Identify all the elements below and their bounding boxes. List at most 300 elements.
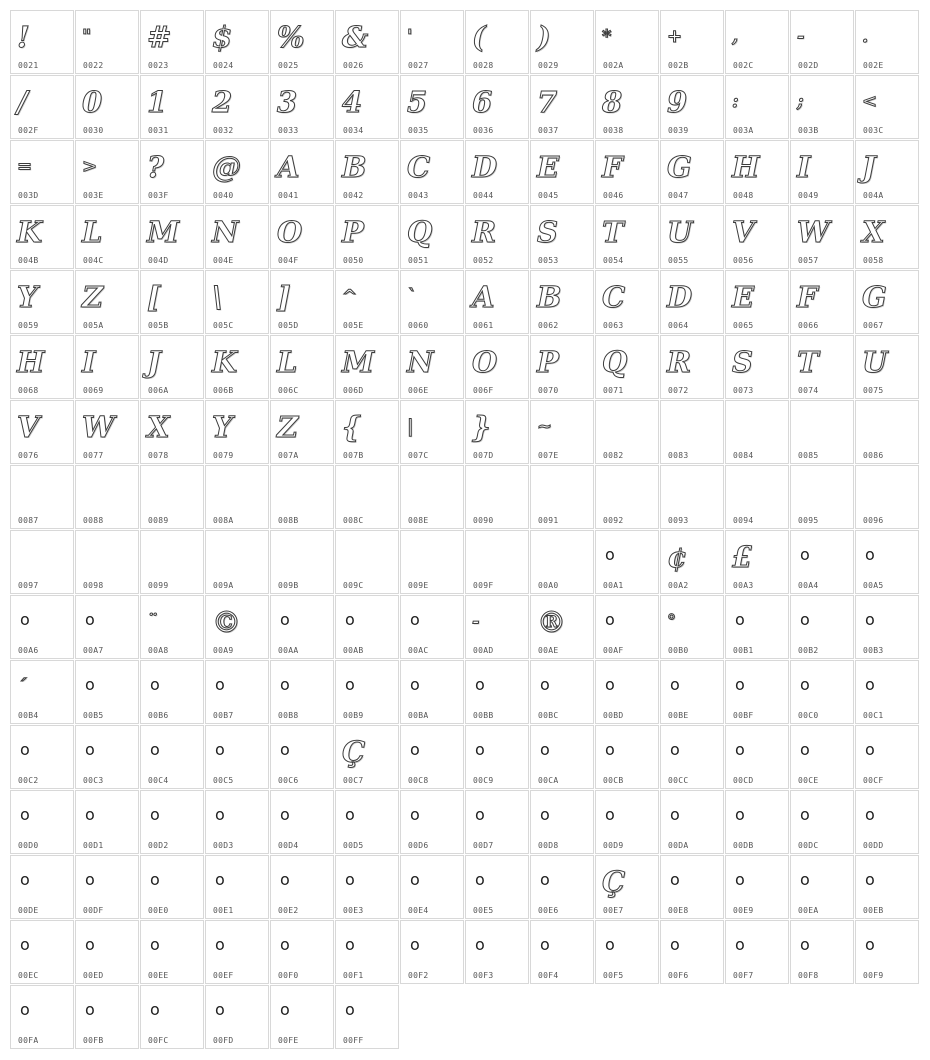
- glyph-preview: ?: [147, 150, 164, 184]
- glyph-cell[interactable]: [855, 465, 919, 529]
- glyph-cell[interactable]: [465, 10, 529, 74]
- glyph-preview: o: [85, 935, 95, 954]
- glyph-preview: O: [277, 215, 303, 249]
- glyph-cell[interactable]: [595, 335, 659, 399]
- glyph-cell[interactable]: [140, 400, 204, 464]
- glyph-cell[interactable]: [790, 595, 854, 659]
- glyph-cell[interactable]: [75, 10, 139, 74]
- glyph-cell[interactable]: [595, 660, 659, 724]
- glyph-preview: o: [605, 740, 615, 759]
- glyph-cell[interactable]: [660, 205, 724, 269]
- glyph-cell[interactable]: [400, 205, 464, 269]
- glyph-cell[interactable]: [205, 855, 269, 919]
- glyph-cell[interactable]: [75, 985, 139, 1049]
- glyph-preview: Z: [277, 410, 299, 444]
- glyph-preview: [537, 537, 577, 577]
- glyph-cell[interactable]: [335, 270, 399, 334]
- glyph-preview: Q: [407, 215, 433, 249]
- glyph-cell[interactable]: [205, 465, 269, 529]
- glyph-cell[interactable]: [205, 270, 269, 334]
- glyph-cell[interactable]: [270, 10, 334, 74]
- glyph-preview: T: [602, 215, 624, 249]
- glyph-cell[interactable]: [660, 855, 724, 919]
- glyph-cell[interactable]: [270, 270, 334, 334]
- glyph-cell[interactable]: [400, 140, 464, 204]
- glyph-codepoint-label: 00D0: [18, 841, 39, 850]
- glyph-cell[interactable]: [725, 595, 789, 659]
- glyph-cell[interactable]: [465, 530, 529, 594]
- glyph-cell[interactable]: [205, 400, 269, 464]
- glyph-cell[interactable]: [660, 10, 724, 74]
- glyph-cell[interactable]: [10, 270, 74, 334]
- glyph-cell[interactable]: [400, 595, 464, 659]
- glyph-cell[interactable]: [790, 855, 854, 919]
- glyph-cell[interactable]: [75, 725, 139, 789]
- glyph-codepoint-label: 0021: [18, 61, 39, 70]
- glyph-preview: o: [20, 805, 30, 824]
- glyph-cell[interactable]: [595, 140, 659, 204]
- glyph-codepoint-label: 0022: [83, 61, 104, 70]
- glyph-cell[interactable]: [270, 660, 334, 724]
- glyph-preview: o: [475, 740, 485, 759]
- glyph-cell[interactable]: [855, 855, 919, 919]
- glyph-cell[interactable]: [140, 205, 204, 269]
- glyph-cell[interactable]: [400, 530, 464, 594]
- glyph-codepoint-label: 006D: [343, 386, 364, 395]
- glyph-cell[interactable]: [335, 790, 399, 854]
- glyph-cell[interactable]: [140, 855, 204, 919]
- glyph-codepoint-label: 004D: [148, 256, 169, 265]
- glyph-preview: /: [17, 85, 28, 119]
- glyph-cell[interactable]: [660, 790, 724, 854]
- glyph-cell[interactable]: [400, 855, 464, 919]
- glyph-codepoint-label: 00B4: [18, 711, 39, 720]
- glyph-preview: &: [342, 20, 369, 54]
- glyph-cell[interactable]: [465, 725, 529, 789]
- glyph-cell[interactable]: [660, 140, 724, 204]
- glyph-cell[interactable]: [335, 530, 399, 594]
- glyph-cell[interactable]: [790, 660, 854, 724]
- glyph-cell[interactable]: [530, 530, 594, 594]
- glyph-codepoint-label: 002F: [18, 126, 39, 135]
- glyph-codepoint-label: 0084: [733, 451, 754, 460]
- glyph-cell[interactable]: [465, 75, 529, 139]
- glyph-cell[interactable]: [725, 205, 789, 269]
- glyph-cell[interactable]: [205, 75, 269, 139]
- glyph-cell[interactable]: [530, 920, 594, 984]
- glyph-cell[interactable]: [725, 530, 789, 594]
- glyph-codepoint-label: 008B: [278, 516, 299, 525]
- glyph-cell[interactable]: [790, 270, 854, 334]
- glyph-preview: ¢: [667, 540, 688, 574]
- glyph-cell[interactable]: [10, 855, 74, 919]
- glyph-cell[interactable]: [270, 985, 334, 1049]
- glyph-cell[interactable]: [400, 660, 464, 724]
- glyph-cell[interactable]: [335, 205, 399, 269]
- glyph-cell[interactable]: [400, 790, 464, 854]
- glyph-cell[interactable]: [855, 400, 919, 464]
- glyph-preview: K: [212, 345, 238, 379]
- glyph-preview: o: [150, 740, 160, 759]
- glyph-cell[interactable]: [335, 855, 399, 919]
- glyph-preview: [667, 472, 707, 512]
- glyph-cell[interactable]: [205, 920, 269, 984]
- glyph-cell[interactable]: [270, 140, 334, 204]
- glyph-cell[interactable]: [335, 725, 399, 789]
- glyph-cell[interactable]: [660, 725, 724, 789]
- glyph-cell[interactable]: [205, 725, 269, 789]
- glyph-preview: [212, 537, 252, 577]
- glyph-cell[interactable]: [75, 920, 139, 984]
- glyph-cell[interactable]: [75, 595, 139, 659]
- glyph-cell[interactable]: [140, 660, 204, 724]
- glyph-cell[interactable]: [595, 595, 659, 659]
- glyph-preview: o: [670, 805, 680, 824]
- glyph-cell[interactable]: [335, 75, 399, 139]
- glyph-preview: o: [735, 610, 745, 629]
- glyph-cell[interactable]: [205, 140, 269, 204]
- glyph-cell[interactable]: [10, 660, 74, 724]
- glyph-cell[interactable]: [335, 985, 399, 1049]
- glyph-cell[interactable]: [140, 140, 204, 204]
- glyph-cell[interactable]: [140, 530, 204, 594]
- glyph-cell[interactable]: [855, 725, 919, 789]
- glyph-preview: F: [797, 280, 818, 314]
- glyph-cell[interactable]: [465, 270, 529, 334]
- glyph-cell[interactable]: [465, 140, 529, 204]
- glyph-cell[interactable]: [205, 660, 269, 724]
- glyph-cell[interactable]: [270, 465, 334, 529]
- glyph-cell[interactable]: [140, 790, 204, 854]
- glyph-cell[interactable]: [335, 595, 399, 659]
- glyph-cell[interactable]: [400, 335, 464, 399]
- glyph-cell[interactable]: [595, 790, 659, 854]
- glyph-codepoint-label: 00F1: [343, 971, 364, 980]
- glyph-preview: :: [732, 91, 739, 112]
- glyph-cell[interactable]: [855, 920, 919, 984]
- glyph-codepoint-label: 0053: [538, 256, 559, 265]
- glyph-cell[interactable]: [270, 400, 334, 464]
- glyph-cell[interactable]: [140, 595, 204, 659]
- glyph-cell[interactable]: [530, 205, 594, 269]
- glyph-codepoint-label: 0092: [603, 516, 624, 525]
- glyph-codepoint-label: 003E: [83, 191, 104, 200]
- glyph-preview: Y: [212, 410, 233, 444]
- glyph-preview: o: [800, 935, 810, 954]
- glyph-cell[interactable]: [465, 595, 529, 659]
- glyph-cell[interactable]: [725, 465, 789, 529]
- glyph-codepoint-label: 00D7: [473, 841, 494, 850]
- glyph-preview: [: [147, 280, 161, 314]
- glyph-cell[interactable]: [855, 790, 919, 854]
- glyph-cell[interactable]: [205, 10, 269, 74]
- glyph-cell[interactable]: [595, 400, 659, 464]
- glyph-cell[interactable]: [465, 790, 529, 854]
- glyph-cell[interactable]: [400, 920, 464, 984]
- glyph-cell[interactable]: [335, 660, 399, 724]
- glyph-cell[interactable]: [855, 530, 919, 594]
- glyph-cell[interactable]: [790, 920, 854, 984]
- glyph-preview: o: [735, 870, 745, 889]
- glyph-codepoint-label: 00AD: [473, 646, 494, 655]
- glyph-cell[interactable]: [270, 335, 334, 399]
- glyph-cell[interactable]: [790, 790, 854, 854]
- glyph-cell[interactable]: [725, 920, 789, 984]
- glyph-cell[interactable]: [400, 75, 464, 139]
- glyph-cell[interactable]: [855, 205, 919, 269]
- glyph-cell[interactable]: [75, 855, 139, 919]
- glyph-preview: L: [277, 345, 298, 379]
- glyph-cell[interactable]: [790, 205, 854, 269]
- glyph-cell[interactable]: [725, 270, 789, 334]
- glyph-cell[interactable]: [270, 205, 334, 269]
- glyph-cell[interactable]: [725, 855, 789, 919]
- glyph-cell[interactable]: [400, 400, 464, 464]
- glyph-cell[interactable]: [335, 465, 399, 529]
- glyph-cell[interactable]: [205, 530, 269, 594]
- glyph-cell[interactable]: [855, 140, 919, 204]
- glyph-codepoint-label: 00BF: [733, 711, 754, 720]
- glyph-cell[interactable]: [790, 335, 854, 399]
- glyph-cell[interactable]: [270, 75, 334, 139]
- glyph-preview: K: [17, 215, 43, 249]
- glyph-codepoint-label: 00AE: [538, 646, 559, 655]
- glyph-cell[interactable]: [595, 920, 659, 984]
- glyph-cell[interactable]: [75, 465, 139, 529]
- glyph-cell[interactable]: [725, 400, 789, 464]
- glyph-cell[interactable]: [75, 75, 139, 139]
- glyph-cell[interactable]: [140, 10, 204, 74]
- glyph-cell[interactable]: [140, 465, 204, 529]
- glyph-cell[interactable]: [10, 790, 74, 854]
- glyph-codepoint-label: 00A6: [18, 646, 39, 655]
- glyph-cell[interactable]: [140, 725, 204, 789]
- glyph-cell[interactable]: [530, 75, 594, 139]
- glyph-preview: W: [797, 215, 830, 249]
- glyph-cell[interactable]: [530, 790, 594, 854]
- glyph-cell[interactable]: [465, 660, 529, 724]
- glyph-cell[interactable]: [530, 140, 594, 204]
- glyph-preview: ": [82, 26, 92, 47]
- glyph-preview: o: [345, 935, 355, 954]
- glyph-cell[interactable]: [530, 595, 594, 659]
- glyph-cell[interactable]: [660, 465, 724, 529]
- glyph-cell[interactable]: [855, 10, 919, 74]
- glyph-preview: 4: [342, 85, 363, 119]
- glyph-preview: [147, 472, 187, 512]
- glyph-cell[interactable]: [530, 270, 594, 334]
- glyph-cell[interactable]: [140, 75, 204, 139]
- glyph-cell[interactable]: [530, 465, 594, 529]
- glyph-codepoint-label: 0072: [668, 386, 689, 395]
- glyph-cell[interactable]: [595, 465, 659, 529]
- glyph-cell[interactable]: [140, 270, 204, 334]
- glyph-cell[interactable]: [790, 400, 854, 464]
- glyph-cell[interactable]: [205, 595, 269, 659]
- glyph-cell[interactable]: [660, 335, 724, 399]
- glyph-cell[interactable]: [790, 530, 854, 594]
- glyph-cell[interactable]: [400, 725, 464, 789]
- glyph-cell[interactable]: [855, 75, 919, 139]
- glyph-cell[interactable]: [595, 530, 659, 594]
- glyph-cell[interactable]: [10, 530, 74, 594]
- glyph-cell[interactable]: [790, 10, 854, 74]
- glyph-cell[interactable]: [725, 790, 789, 854]
- glyph-preview: [472, 472, 512, 512]
- glyph-cell[interactable]: [270, 790, 334, 854]
- glyph-cell[interactable]: [205, 205, 269, 269]
- glyph-cell[interactable]: [595, 10, 659, 74]
- glyph-cell[interactable]: [530, 335, 594, 399]
- glyph-cell[interactable]: [465, 465, 529, 529]
- glyph-codepoint-label: 00CA: [538, 776, 559, 785]
- glyph-cell[interactable]: [725, 335, 789, 399]
- glyph-codepoint-label: 0048: [733, 191, 754, 200]
- glyph-cell[interactable]: [75, 270, 139, 334]
- glyph-cell[interactable]: [270, 920, 334, 984]
- glyph-cell[interactable]: [140, 335, 204, 399]
- glyph-preview: N: [407, 345, 434, 379]
- glyph-preview: L: [82, 215, 103, 249]
- glyph-cell[interactable]: [10, 205, 74, 269]
- glyph-cell[interactable]: [335, 920, 399, 984]
- glyph-cell[interactable]: [660, 270, 724, 334]
- glyph-cell[interactable]: [595, 270, 659, 334]
- glyph-cell[interactable]: [660, 530, 724, 594]
- glyph-cell[interactable]: [400, 270, 464, 334]
- glyph-cell[interactable]: [465, 920, 529, 984]
- glyph-cell[interactable]: [855, 335, 919, 399]
- glyph-cell[interactable]: [855, 595, 919, 659]
- glyph-cell[interactable]: [10, 985, 74, 1049]
- glyph-cell[interactable]: [660, 660, 724, 724]
- glyph-codepoint-label: 005B: [148, 321, 169, 330]
- glyph-cell[interactable]: [465, 400, 529, 464]
- glyph-cell[interactable]: [725, 10, 789, 74]
- glyph-cell[interactable]: [10, 595, 74, 659]
- glyph-cell[interactable]: [10, 335, 74, 399]
- glyph-preview: I: [797, 150, 811, 184]
- glyph-cell[interactable]: [10, 75, 74, 139]
- glyph-cell[interactable]: [595, 855, 659, 919]
- glyph-cell[interactable]: [465, 335, 529, 399]
- glyph-cell[interactable]: [10, 10, 74, 74]
- glyph-cell[interactable]: [725, 75, 789, 139]
- glyph-cell[interactable]: [75, 140, 139, 204]
- glyph-cell[interactable]: [335, 140, 399, 204]
- glyph-cell[interactable]: [270, 530, 334, 594]
- glyph-cell[interactable]: [465, 205, 529, 269]
- glyph-cell[interactable]: [335, 10, 399, 74]
- glyph-codepoint-label: 003F: [148, 191, 169, 200]
- glyph-cell[interactable]: [270, 595, 334, 659]
- glyph-cell[interactable]: [725, 140, 789, 204]
- glyph-cell[interactable]: [530, 400, 594, 464]
- glyph-cell[interactable]: [140, 920, 204, 984]
- glyph-cell[interactable]: [790, 140, 854, 204]
- glyph-codepoint-label: 00C0: [798, 711, 819, 720]
- glyph-cell[interactable]: [75, 790, 139, 854]
- glyph-cell[interactable]: [335, 335, 399, 399]
- glyph-cell[interactable]: [205, 335, 269, 399]
- glyph-cell[interactable]: [595, 205, 659, 269]
- glyph-codepoint-label: 002D: [798, 61, 819, 70]
- glyph-cell[interactable]: [530, 855, 594, 919]
- glyph-codepoint-label: 00CD: [733, 776, 754, 785]
- glyph-cell[interactable]: [530, 660, 594, 724]
- glyph-codepoint-label: 0029: [538, 61, 559, 70]
- glyph-cell[interactable]: [530, 10, 594, 74]
- glyph-cell[interactable]: [660, 595, 724, 659]
- glyph-codepoint-label: 00A3: [733, 581, 754, 590]
- glyph-cell[interactable]: [75, 660, 139, 724]
- glyph-preview: P: [537, 345, 559, 379]
- glyph-cell[interactable]: [400, 10, 464, 74]
- glyph-cell[interactable]: [725, 725, 789, 789]
- glyph-cell[interactable]: [790, 725, 854, 789]
- glyph-cell[interactable]: [75, 205, 139, 269]
- glyph-cell[interactable]: [75, 400, 139, 464]
- glyph-preview: ,: [732, 26, 739, 47]
- glyph-codepoint-label: 0075: [863, 386, 884, 395]
- glyph-cell[interactable]: [595, 75, 659, 139]
- glyph-preview: [17, 472, 57, 512]
- glyph-cell[interactable]: [660, 75, 724, 139]
- glyph-cell[interactable]: [725, 660, 789, 724]
- glyph-codepoint-label: 00A1: [603, 581, 624, 590]
- glyph-cell[interactable]: [660, 920, 724, 984]
- glyph-cell[interactable]: [400, 465, 464, 529]
- glyph-preview: o: [475, 805, 485, 824]
- glyph-cell[interactable]: [335, 400, 399, 464]
- glyph-cell[interactable]: [75, 335, 139, 399]
- glyph-codepoint-label: 00D5: [343, 841, 364, 850]
- glyph-cell[interactable]: [790, 75, 854, 139]
- glyph-cell[interactable]: [595, 725, 659, 789]
- glyph-preview: o: [150, 870, 160, 889]
- glyph-cell[interactable]: [270, 725, 334, 789]
- glyph-cell[interactable]: [10, 725, 74, 789]
- glyph-preview: A: [472, 280, 495, 314]
- glyph-cell[interactable]: [660, 400, 724, 464]
- glyph-codepoint-label: 0073: [733, 386, 754, 395]
- glyph-preview: o: [410, 870, 420, 889]
- glyph-cell[interactable]: [75, 530, 139, 594]
- glyph-codepoint-label: 00FA: [18, 1036, 39, 1045]
- glyph-preview: {: [342, 410, 361, 444]
- glyph-cell[interactable]: [855, 270, 919, 334]
- glyph-preview: O: [472, 345, 498, 379]
- glyph-cell[interactable]: [855, 660, 919, 724]
- glyph-cell[interactable]: [205, 985, 269, 1049]
- glyph-cell[interactable]: [270, 855, 334, 919]
- glyph-cell[interactable]: [465, 855, 529, 919]
- glyph-codepoint-label: 006A: [148, 386, 169, 395]
- glyph-preview: Ç: [602, 865, 626, 899]
- glyph-preview: o: [865, 610, 875, 629]
- glyph-cell[interactable]: [140, 985, 204, 1049]
- glyph-cell[interactable]: [10, 465, 74, 529]
- glyph-cell[interactable]: [205, 790, 269, 854]
- glyph-cell[interactable]: [10, 140, 74, 204]
- glyph-cell[interactable]: [10, 400, 74, 464]
- glyph-cell[interactable]: [530, 725, 594, 789]
- glyph-codepoint-label: 00BE: [668, 711, 689, 720]
- glyph-codepoint-label: 0089: [148, 516, 169, 525]
- glyph-cell[interactable]: [10, 920, 74, 984]
- glyph-cell[interactable]: [790, 465, 854, 529]
- glyph-codepoint-label: 0088: [83, 516, 104, 525]
